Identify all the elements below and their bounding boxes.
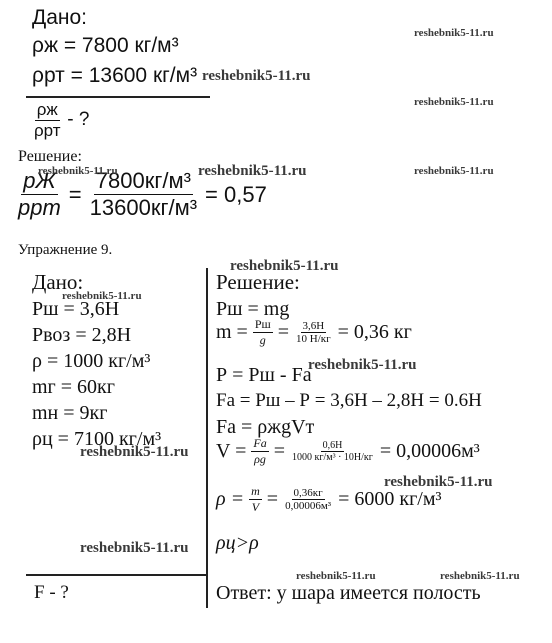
line7-num2: 0,36кг xyxy=(293,487,323,499)
formula-result: = 0,57 xyxy=(205,181,267,207)
given-p-voz: Рвоз = 2,8Н xyxy=(32,324,132,346)
solution-line-2 xyxy=(216,317,412,348)
given-rho-rt: ρрт = 13600 кг/м³ xyxy=(32,64,198,87)
given-rho: ρ = 1000 кг/м³ xyxy=(32,350,151,372)
watermark: reshebnik5-11.ru xyxy=(414,96,494,108)
given-rho-c: ρц = 7100 кг/м³ xyxy=(32,428,162,450)
solution-line-3: Р = Рш - Fа xyxy=(216,364,312,386)
given-divider-2 xyxy=(26,574,206,576)
given-label-1: Дано: xyxy=(32,6,88,29)
given-rho-zh: ρж = 7800 кг/м³ xyxy=(32,34,179,57)
given-m-g: mг = 60кг xyxy=(32,376,115,398)
solution-line-6 xyxy=(216,436,480,467)
line7-result: = 6000 кг/м³ xyxy=(338,488,442,510)
line2-lhs: m = xyxy=(216,321,248,343)
watermark: reshebnik5-11.ru xyxy=(230,258,339,274)
line6-lhs: V = xyxy=(216,440,247,462)
watermark: reshebnik5-11.ru xyxy=(202,68,311,84)
solution-label-2: Решение: xyxy=(216,270,300,294)
line7-num: m xyxy=(251,484,260,498)
watermark: reshebnik5-11.ru xyxy=(38,165,118,177)
formula-mid-den: 13600кг/м³ xyxy=(89,195,198,220)
find-num: ρж xyxy=(36,100,58,119)
given-m-n: mн = 9кг xyxy=(32,402,108,424)
line2-num2: 3,6Н xyxy=(302,320,325,332)
line7-eq: = xyxy=(266,488,279,510)
watermark: reshebnik5-11.ru xyxy=(80,444,189,460)
watermark: reshebnik5-11.ru xyxy=(198,163,307,179)
formula-1: $\frac{pЖ}{\text{pрт}}$ = $\frac{\text{7800кг/м³}}{\text{13600кг/м³}}$ = 0,57 xyxy=(18,168,267,220)
line6-eq: = xyxy=(273,440,285,462)
line2-num: Рш xyxy=(254,317,271,331)
line7-den2: 0,00006м³ xyxy=(285,500,332,512)
solution-line-8: ρц>ρ xyxy=(216,532,259,554)
formula-lhs-den: pрт xyxy=(18,195,61,220)
formula-lhs-num: pЖ xyxy=(23,168,56,193)
solution-line-1: Рш = mg xyxy=(216,298,290,320)
line6-result: = 0,00006м³ xyxy=(379,440,480,462)
find-ratio-1 xyxy=(32,100,89,141)
given-label-2: Дано: xyxy=(32,270,84,294)
formula-mid-num: 7800кг/м³ xyxy=(95,168,191,193)
line2-result: = 0,36 кг xyxy=(337,321,412,343)
watermark: reshebnik5-11.ru xyxy=(80,540,189,556)
solution-label-1: Решение: xyxy=(18,148,82,165)
line2-den2: 10 Н/кг xyxy=(296,333,331,345)
line7-lhs: ρ = xyxy=(216,488,245,510)
find-f: F - ? xyxy=(34,582,69,603)
watermark: reshebnik5-11.ru xyxy=(440,570,520,582)
solution-line-4: Fа = Рш – Р = 3,6Н – 2,8Н = 0.6Н xyxy=(216,390,482,411)
watermark: reshebnik5-11.ru xyxy=(62,290,142,302)
line6-num2: 0,6Н xyxy=(322,440,343,451)
watermark: reshebnik5-11.ru xyxy=(414,165,494,177)
watermark: reshebnik5-11.ru xyxy=(414,27,494,39)
solution-divider-vertical xyxy=(206,268,208,608)
line7-den: V xyxy=(251,500,260,514)
line6-num: Fа xyxy=(253,436,267,450)
line6-den: ρg xyxy=(254,452,266,466)
watermark: reshebnik5-11.ru xyxy=(308,357,417,373)
exercise-title: Упражнение 9. xyxy=(18,242,113,258)
watermark: reshebnik5-11.ru xyxy=(296,570,376,582)
watermark: reshebnik5-11.ru xyxy=(384,474,493,490)
find-den: ρрт xyxy=(34,121,61,140)
find-suffix: - ? xyxy=(67,108,90,130)
given-p-sh: Рш = 3,6Н xyxy=(32,298,120,320)
given-divider-1 xyxy=(26,96,210,98)
answer-line: Ответ: у шара имеется полость xyxy=(216,582,481,604)
solution-line-5: Fа = ρжgVт xyxy=(216,416,315,438)
line2-den: g xyxy=(259,333,266,347)
line6-den2: 1000 кг/м³ · 10Н/кг xyxy=(292,452,373,463)
line2-eq: = xyxy=(277,321,290,343)
